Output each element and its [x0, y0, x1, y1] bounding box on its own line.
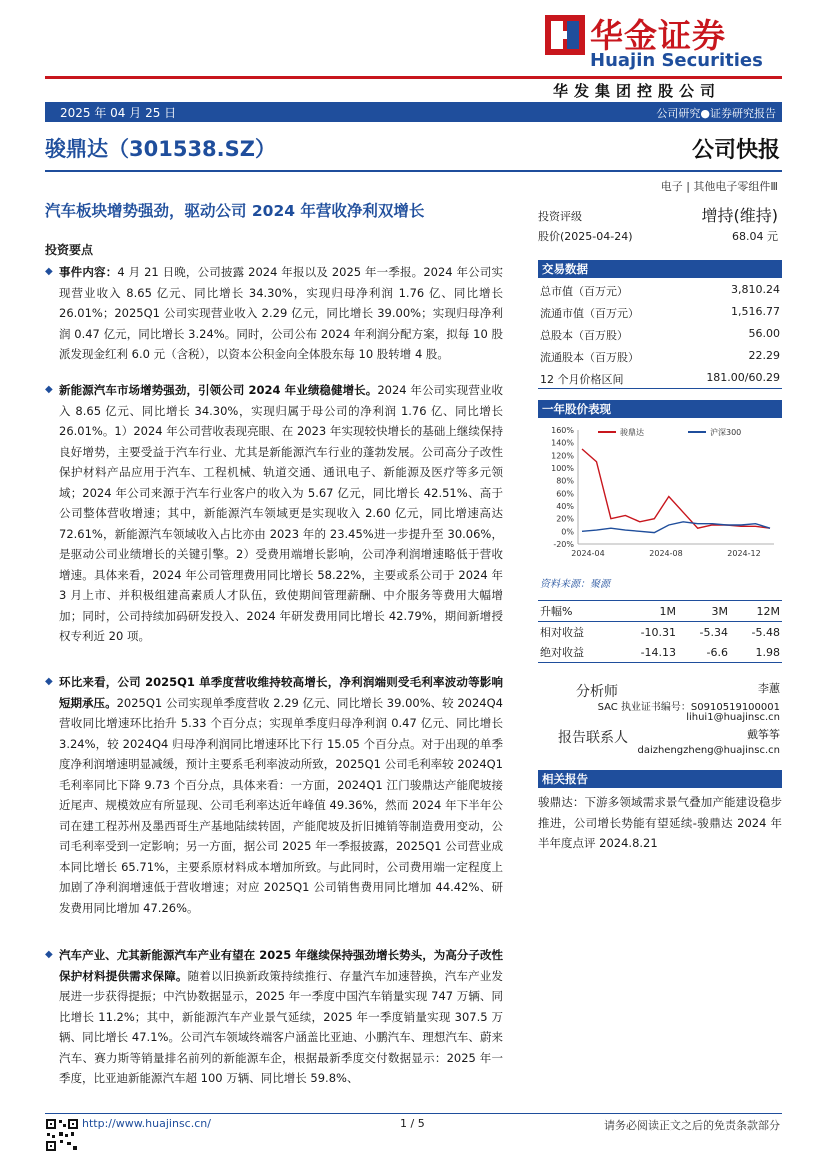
paragraph-nev: [45, 380, 503, 647]
performance-table: [538, 600, 782, 663]
company-title: 骏鼎达（301538.SZ）: [45, 137, 276, 161]
report-date: 2025 年 04 月 25 日: [60, 106, 177, 120]
brand-name-en: Huajin Securities: [590, 50, 763, 71]
contact-name: 戴筝筝: [747, 728, 780, 741]
contact-label: 报告联系人: [558, 730, 628, 746]
analyst-name: 李蕙: [758, 682, 780, 695]
trading-row: [540, 349, 780, 369]
y-tick-label: 40%: [556, 502, 574, 511]
table-header: 3M: [678, 601, 730, 622]
table-cell: 1.98: [730, 642, 782, 663]
footer-disclaimer: 请务必阅读正文之后的免责条款部分: [604, 1119, 780, 1132]
rating-label: 投资评级: [538, 210, 582, 223]
series-line-1: [582, 522, 770, 533]
chart-source: 资料来源：聚源: [540, 579, 610, 590]
brand-name-cn: 华金证券: [590, 16, 726, 55]
table-cell: -14.13: [615, 642, 678, 663]
paragraph-text: 2025Q1 公司实现单季度营收 2.29 亿元、同比增长 39.00%、较 2024Q4 营收同比增速环比抬升 5.33 个百分点；实现单季度归母净利润 0.47 亿元、同比增长 3.24%，较 2024Q4 归母净利润同比增速环比下行 15.05 个百分点。对于出现的单季度净利润增速明显减缓，预计主要系毛利率波动所致，2025Q1 公司毛利率较 2024Q1 毛利率同比下降 9.73 个百分点，具体来看：一方面，2024Q1 江门骏鼎达产能爬坡接近尾声、规模效应有所显现、公司毛利率达近年峰值 49.36%，然而 2024 年下半年公司在建工程苏州及墨西哥生产基地陆续转固，产能爬坡及折旧摊销等制造费用变动，公司毛利率受到一定影响；另一方面，据公司 2025 年一季报披露，2025Q1 公司营业成本同比增长 65.71%，主要系原材料成本增加所致。与此同时，公司费用端一定程度上加剧了净利润增速低于营收增速；对应 2025Q1 公司销售费用同比增加 44.42%、研发费用同比增加 47.26%。: [59, 695, 503, 915]
paragraph-text: 4 月 21 日晚，公司披露 2024 年报以及 2025 年一季报。2024 年公司实现营业收入 8.65 亿元、同比增长 34.30%，实现归母净利润 1.76 亿、同比增长 26.01%；2025Q1 公司实现营业收入 2.29 亿元，同比增长 39.00%；实现归母净利润 0.47 亿元，同比增长 3.24%。同时，公司公布 2024 年利润分配方案，拟每 10 股派发现金红利 6.0 元（含税），以资本公积金向全体股东每 10 股转增 4 股。: [59, 265, 504, 361]
y-tick-label: 60%: [556, 489, 574, 499]
table-cell: -5.48: [751, 625, 780, 639]
series-line-0: [582, 449, 770, 528]
paragraph-event: [45, 262, 503, 365]
rating-value: 增持(维持): [701, 206, 778, 225]
table-header: 1M: [615, 601, 678, 622]
paragraph-lead: 汽车产业、尤其新能源汽车产业有望在 2025 年继续保持强劲增长势头，为高分子改性保护材料提供需求保障。: [59, 948, 503, 983]
y-tick-label: 0%: [561, 527, 574, 537]
y-tick-label: 20%: [556, 514, 574, 524]
diamond-bullet-icon: ◆: [45, 949, 53, 960]
diamond-bullet-icon: ◆: [45, 384, 53, 395]
y-tick-label: 160%: [551, 426, 574, 435]
table-row: [538, 622, 782, 643]
trading-key: 总股本（百万股）: [540, 329, 628, 342]
trading-value: 1,516.77: [731, 305, 780, 318]
paragraph-lead: 新能源汽车市场增势强劲，引领公司 2024 年业绩稳健增长。: [59, 383, 378, 397]
report-type: 公司快报: [691, 138, 780, 163]
y-tick-label: 100%: [551, 464, 574, 473]
paragraph-lead: 事件内容：: [59, 265, 118, 279]
trading-key: 12 个月价格区间: [540, 373, 624, 386]
table-cell: -6.6: [678, 642, 730, 663]
y-tick-label: 140%: [551, 438, 574, 448]
table-header: 升幅%: [538, 601, 615, 622]
sector-label: 电子 | 其他电子零组件Ⅲ: [660, 180, 778, 193]
chart-svg: [538, 422, 782, 568]
y-tick-label: -20%: [553, 540, 574, 549]
brand-logo-icon: [545, 15, 585, 55]
section-title: 投资要点: [45, 243, 94, 257]
trading-key: 流通市值（百万元）: [540, 307, 639, 320]
x-tick-label: 2024-12: [727, 549, 761, 558]
table-cell: 绝对收益: [538, 642, 615, 663]
footer-divider: [45, 1113, 782, 1114]
paragraph-lead: 环比来看，公司 2025Q1 单季度营收维持较高增长，净利润端则受毛利率波动等影响短期承压。: [59, 675, 503, 710]
related-reports-header: 相关报告: [538, 770, 782, 788]
contact-email[interactable]: daizhengzheng@huajinsc.cn: [637, 745, 780, 756]
page-number: 1 / 5: [400, 1117, 425, 1130]
table-header: 12M: [730, 601, 782, 622]
analyst-label: 分析师: [576, 684, 618, 700]
price-row: [538, 228, 778, 244]
table-row: [538, 642, 782, 663]
paragraph-outlook: [45, 945, 503, 1089]
chart-header: 一年股价表现: [538, 400, 782, 418]
x-tick-label: 2024-04: [571, 549, 605, 558]
stock-performance-chart: [538, 422, 782, 568]
title-divider: [45, 170, 782, 172]
header-divider: [45, 76, 782, 79]
table-cell: -5.34: [699, 625, 728, 639]
trading-key: 流通股本（百万股）: [540, 351, 639, 364]
legend-label: 沪深300: [710, 428, 742, 437]
analyst-email[interactable]: lihui1@huajinsc.cn: [686, 712, 780, 723]
group-name: 华发集团控股公司: [553, 82, 722, 100]
price-label: 股价(2025-04-24): [538, 230, 633, 243]
trading-row: [540, 327, 780, 347]
table-cell: 相对收益: [540, 626, 584, 639]
y-tick-label: 120%: [551, 451, 574, 461]
paragraph-text: 随着以旧换新政策持续推行、存量汽车加速替换，汽车产业发展进一步获得提振；中汽协数据显示，2025 年一季度中国汽车销量实现 747 万辆、同比增长 11.2%；其中，新能源汽车产业景气延续，2025 年一季度销量实现 307.5 万辆、同比增长 47.1%。公司汽车领域终端客户涵盖比亚迪、小鹏汽车、理想汽车、蔚来汽车、赛力斯等销量排名前列的新能源车企，根据最新季度交付数据显示：2025 年一季度，比亚迪新能源汽车超 100 万辆、同比增长 59.8%、: [59, 968, 504, 1085]
trading-value: 181.00/60.29: [706, 371, 780, 384]
table-cell: -10.31: [640, 625, 677, 639]
diamond-bullet-icon: ◆: [45, 266, 53, 277]
trading-value: 56.00: [748, 327, 780, 340]
trading-value: 22.29: [748, 349, 780, 362]
diamond-bullet-icon: ◆: [45, 676, 53, 687]
footer-url[interactable]: http://www.huajinsc.cn/: [82, 1117, 211, 1130]
price-value: 68.04 元: [732, 230, 778, 243]
trading-row: [540, 283, 780, 303]
trading-value: 3,810.24: [731, 283, 780, 296]
paragraph-text: 2024 年公司实现营业收入 8.65 亿元、同比增长 34.30%，实现归属于母公司的净利润 1.76 亿、同比增长 26.01%。1）2024 年公司营收表现亮眼、在 2023 年实现较快增长的基础上继续保持良好增势，主要受益于汽车行业、尤其是新能源汽车行业的蓬勃发展。公司高分子改性保护材料产品应用于汽车、工程机械、轨道交通、通讯电子、新能源及医疗等多元领域；2024 年公司来源于汽车行业客户的收入为 5.67 亿元，同比增长 42.51%、高于公司整体营收增速；其中，新能源汽车领域更是实现收入 2.60 亿元，同比增速高达 72.61%，新能源汽车领域收入占比亦由 2023 年的 23.45%进一步提升至 30.06%，是驱动公司业绩增长的关键引擎。2）受费用端增长影响，公司净利润增速略低于营收增速。具体来看，2024 年公司管理费用同比增长 58.22%，主要或系公司于 2024 年 3 月上市、并积极组建高素质人才队伍，致使期间管理薪酬、中介服务等费用大幅增加；同时，公司持续加码研发投入、2024 年研发费用同比增长 42.79%，期间新增授权专利近 20 项。: [59, 383, 504, 643]
y-tick-label: 80%: [556, 476, 574, 486]
related-report-link[interactable]: 骏鼎达：下游多领域需求景气叠加产能建设稳步推进，公司增长势能有望延续-骏鼎达 2024 年半年度点评 2024.8.21: [538, 795, 782, 850]
paragraph-quarterly: [45, 672, 503, 918]
report-category: 公司研究●证券研究报告: [656, 107, 776, 120]
trading-row: [540, 305, 780, 325]
trading-key: 总市值（百万元）: [540, 285, 628, 298]
table-header-row: [538, 601, 782, 622]
legend-label: 骏鼎达: [620, 428, 644, 437]
trading-data-header: 交易数据: [538, 260, 782, 278]
trading-divider: [538, 388, 782, 389]
headline: 汽车板块增势强劲，驱动公司 2024 年营收净利双增长: [45, 202, 425, 220]
qr-code-icon: [45, 1118, 79, 1152]
x-tick-label: 2024-08: [649, 549, 683, 558]
analyst-cert: SAC 执业证书编号：S0910519100001: [597, 702, 780, 713]
